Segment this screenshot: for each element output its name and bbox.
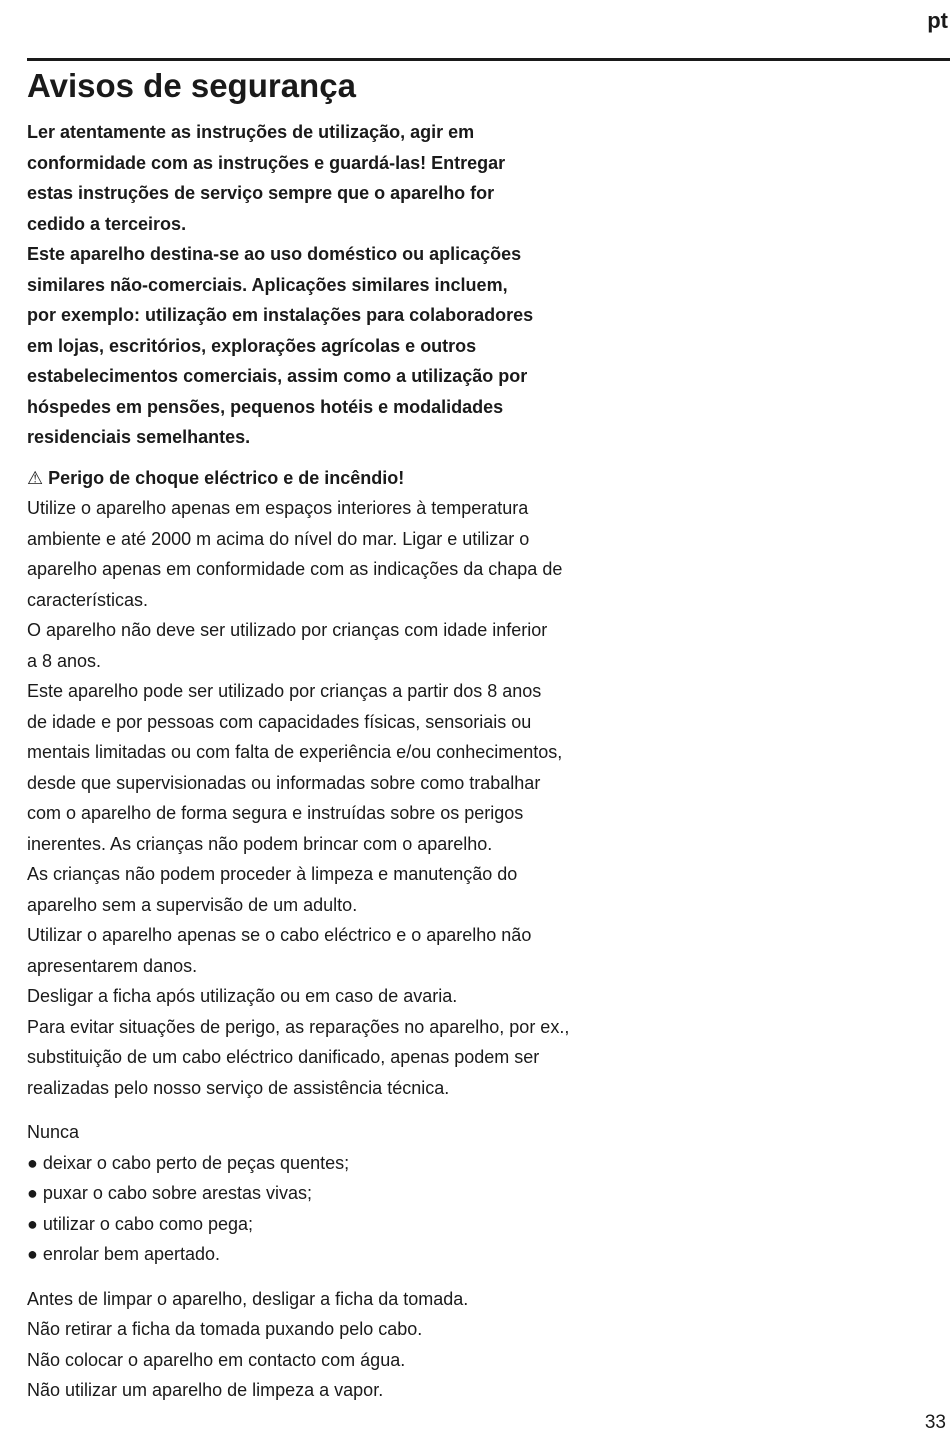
warning-line: Desligar a ficha após utilização ou em caso de avaria. <box>27 986 458 1006</box>
warning-line: inerentes. As crianças não podem brincar com o aparelho. <box>27 833 493 854</box>
warning-line: ambiente e até 2000 m acima do nível do mar. Ligar e utilizar o <box>27 528 530 549</box>
section-title: Avisos de segurança <box>27 67 356 104</box>
warning-line: As crianças não podem proceder à limpeza e manutenção do <box>27 864 518 884</box>
warning-line: desde que supervisionadas ou informadas sobre como trabalhar <box>27 772 541 793</box>
warning-line: Para evitar situações de perigo, as reparações no aparelho, por ex., <box>27 1016 570 1037</box>
list-item <box>27 1148 950 1179</box>
list-item <box>27 1178 950 1209</box>
warning-heading <box>27 463 950 494</box>
warning-line: características. <box>27 589 149 610</box>
warning-line: Utilizar o aparelho apenas se o cabo eléctrico e o aparelho não <box>27 925 532 945</box>
warning-line: Este aparelho pode ser utilizado por crianças a partir dos 8 anos <box>27 681 542 701</box>
list-item-text: puxar o cabo sobre arestas vivas; <box>42 1183 313 1203</box>
warning-section <box>27 463 950 1104</box>
intro-line: Este aparelho destina-se ao uso doméstico ou aplicações <box>27 244 522 264</box>
intro-line: hóspedes em pensões, pequenos hotéis e modalidades <box>27 396 504 417</box>
warning-line: mentais limitadas ou com falta de experiência e/ou conhecimentos, <box>27 742 563 762</box>
intro-paragraph <box>27 117 950 453</box>
warning-line: O aparelho não deve ser utilizado por crianças com idade inferior <box>27 620 548 640</box>
warning-line: com o aparelho de forma segura e instruídas sobre os perigos <box>27 803 524 823</box>
intro-line: em lojas, escritórios, explorações agrícolas e outros <box>27 335 477 356</box>
page-number: 33 <box>924 1412 946 1433</box>
intro-line: similares não-comerciais. Aplicações similares incluem, <box>27 274 508 295</box>
list-item <box>27 1239 950 1270</box>
bullet-icon: ● <box>27 1244 38 1264</box>
list-item-text: deixar o cabo perto de peças quentes; <box>42 1152 350 1173</box>
warning-line: apresentarem danos. <box>27 955 198 976</box>
intro-line: conformidade com as instruções e guardá-las! Entregar <box>27 152 506 173</box>
final-line: Não utilizar um aparelho de limpeza a vapor. <box>27 1380 384 1400</box>
intro-line: estas instruções de serviço sempre que o aparelho for <box>27 183 495 203</box>
header-rule <box>27 58 950 61</box>
final-line: Não retirar a ficha da tomada puxando pelo cabo. <box>27 1319 423 1339</box>
warning-line: a 8 anos. <box>27 650 102 671</box>
warning-line: realizadas pelo nosso serviço de assistência técnica. <box>27 1077 450 1098</box>
warning-line: aparelho sem a supervisão de um adulto. <box>27 894 358 915</box>
warning-heading-text: Perigo de choque eléctrico e de incêndio! <box>48 467 405 488</box>
bullet-icon: ● <box>27 1152 38 1173</box>
list-item-text: enrolar bem apertado. <box>42 1244 220 1264</box>
language-code: pt <box>927 8 948 33</box>
intro-line: por exemplo: utilização em instalações para colaboradores <box>27 305 534 325</box>
bullet-icon: ● <box>27 1183 38 1203</box>
warning-line: substituição de um cabo eléctrico danificado, apenas podem ser <box>27 1047 540 1067</box>
warning-triangle-icon: ⚠ <box>27 467 44 488</box>
never-label: Nunca <box>27 1122 80 1142</box>
final-line: Antes de limpar o aparelho, desligar a ficha da tomada. <box>27 1288 469 1309</box>
list-item-text: utilizar o cabo como pega; <box>42 1213 254 1234</box>
warning-line: Utilize o aparelho apenas em espaços interiores à temperatura <box>27 498 529 518</box>
page-content <box>27 66 950 1406</box>
list-item <box>27 1209 950 1240</box>
warning-line: de idade e por pessoas com capacidades físicas, sensoriais ou <box>27 711 532 732</box>
never-list-section <box>27 1117 950 1270</box>
intro-line: estabelecimentos comerciais, assim como a utilização por <box>27 366 528 386</box>
final-instructions <box>27 1284 950 1406</box>
warning-line: aparelho apenas em conformidade com as indicações da chapa de <box>27 559 563 579</box>
intro-line: residenciais semelhantes. <box>27 427 251 447</box>
intro-line: Ler atentamente as instruções de utilização, agir em <box>27 122 475 142</box>
final-line: Não colocar o aparelho em contacto com água. <box>27 1349 406 1370</box>
intro-line: cedido a terceiros. <box>27 213 187 234</box>
bullet-icon: ● <box>27 1213 38 1234</box>
